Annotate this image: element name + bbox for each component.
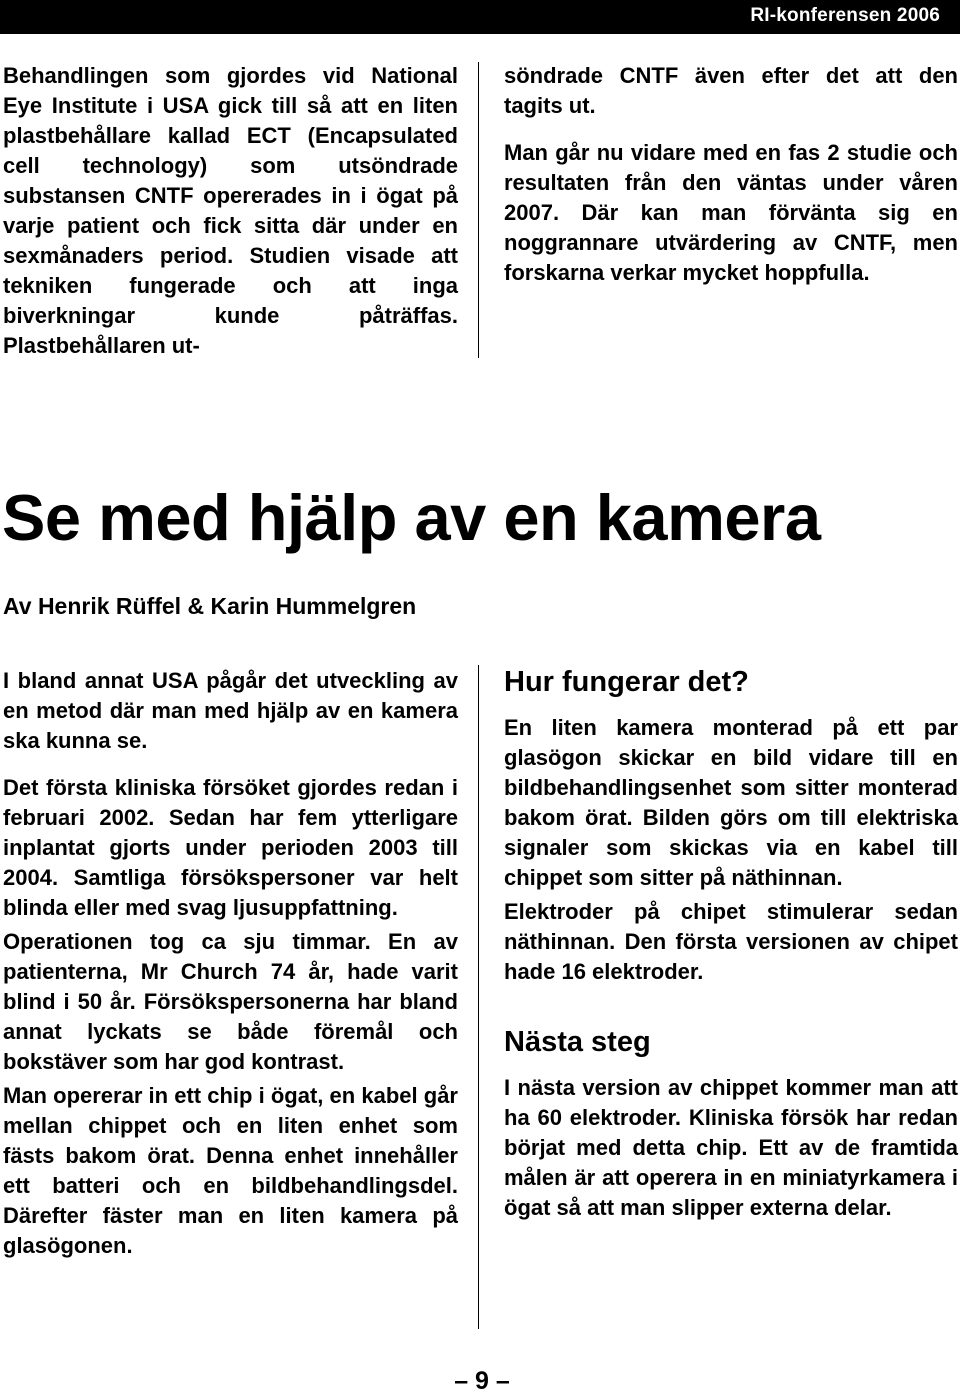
article-paragraph: I nästa version av chippet kommer man att ha 60 elektroder. Kliniska försök har redan börjat med detta chip. Ett av de framtida målen är att operera in en miniatyrkamera i ögat så att man slipper externa delar. [504, 1075, 958, 1220]
publication-title: RI-konferensen 2006 [750, 5, 940, 26]
article-paragraph: En liten kamera monterad på ett par glasögon skickar en bild vidare till en bildbehandlingsenhet som sitter monterad bakom örat. Bilden görs om till elektriska signaler som skickas via en kabel till chippet som sitter på näthinnan. [504, 715, 958, 890]
top-left-column [3, 61, 458, 361]
page-number: – 9 – [454, 1367, 510, 1395]
top-right-paragraph-1: söndrade CNTF även efter det att den tagits ut. [504, 63, 958, 118]
article-paragraph: Elektroder på chipet stimulerar sedan näthinnan. Den första versionen av chipet hade 16 elektroder. [504, 899, 958, 984]
article-paragraph: Operationen tog ca sju timmar. En av patienterna, Mr Church 74 år, hade varit blind i 50 år. Försökspersonerna har bland annat lyckats se både föremål och bokstäver som har god kontrast. [3, 929, 458, 1074]
top-right-column [504, 61, 958, 288]
article-paragraph: Det första kliniska försöket gjordes redan i februari 2002. Sedan har fem ytterligare inplantat gjorts under perioden 2003 till 2004. Samtliga försökspersoner var helt blinda eller med svag ljusuppfattning. [3, 775, 458, 920]
top-right-paragraph-2: Man går nu vidare med en fas 2 studie och resultaten från den väntas under våren 2007. Där kan man förvänta sig en noggrannare utvärdering av CNTF, men forskarna verkar mycket hoppfulla. [504, 140, 958, 285]
article-left-column [3, 666, 458, 1261]
article-headline: Se med hjälp av en kamera [2, 481, 821, 554]
column-divider-article [478, 665, 479, 1329]
top-left-paragraph: Behandlingen som gjordes vid National Eye Institute i USA gick till så att en liten plastbehållare kallad ECT (Encapsulated cell technology) som utsöndrade substansen CNTF opererades in i ögat på varje patient och fick sitta där under en sexmånaders period. Studien visade att tekniken fungerade och att inga biverkningar kunde påträffas. Plastbehållaren ut- [3, 63, 458, 358]
article-paragraph: I bland annat USA pågår det utveckling av en metod där man med hjälp av en kamera ska kunna se. [3, 668, 458, 753]
section-heading-next-step: Nästa steg [504, 1026, 651, 1058]
header-bar [0, 0, 960, 34]
column-divider-top [478, 62, 479, 358]
article-byline: Av Henrik Rüffel & Karin Hummelgren [3, 593, 417, 619]
article-paragraph: Man opererar in ett chip i ögat, en kabel går mellan chippet och en liten enhet som fästs bakom örat. Denna enhet innehåller ett batteri och en bildbehandlingsdel. Därefter fäster man en liten kamera på glasögonen. [3, 1083, 458, 1258]
section-heading-how-it-works: Hur fungerar det? [504, 666, 749, 698]
article-right-column [504, 664, 958, 1223]
